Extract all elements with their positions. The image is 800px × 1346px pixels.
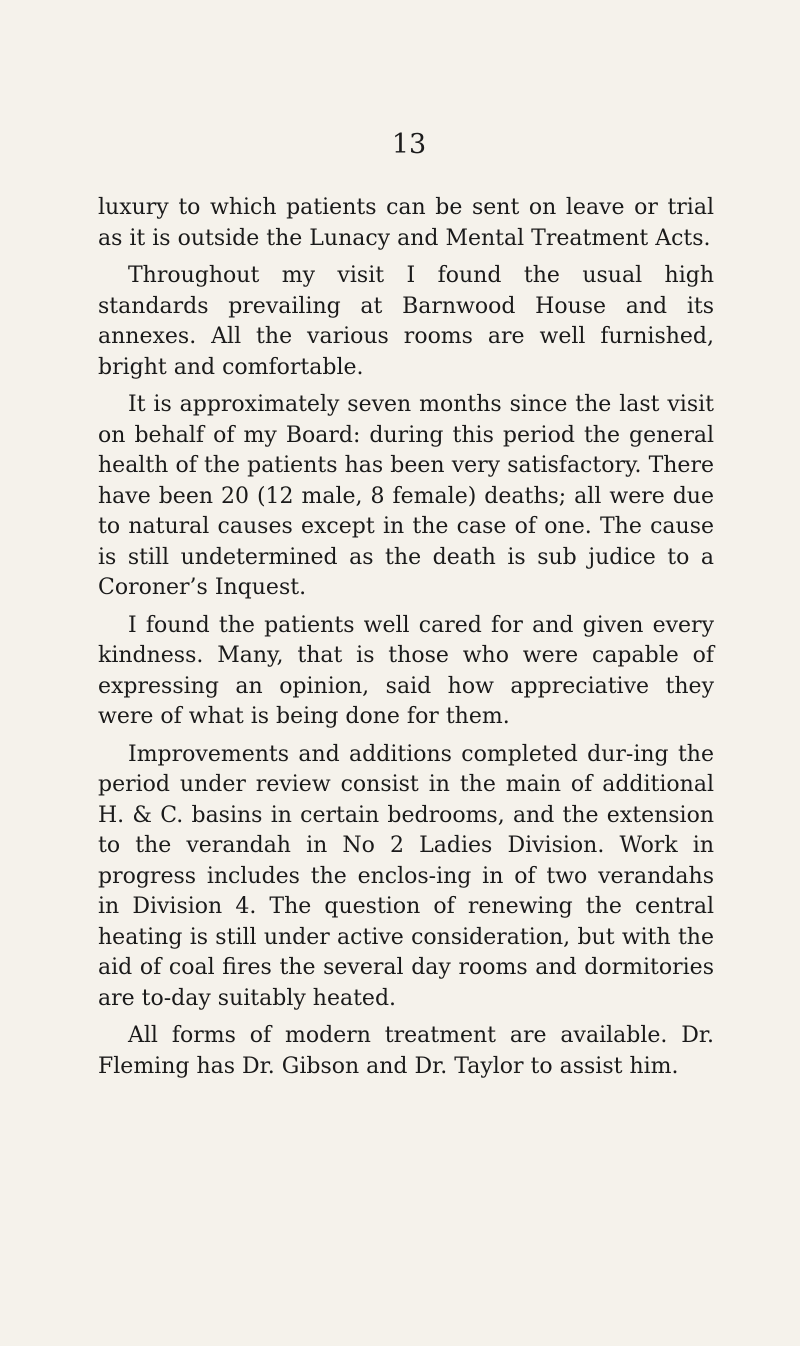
paragraph-treatment: All forms of modern treatment are available. Dr. Fleming has Dr. Gibson and Dr. Taylor to assist him. xyxy=(98,1023,714,1079)
page-number: 13 xyxy=(391,129,427,160)
paragraph-improvements: Improvements and additions completed dur-ing the period under review consist in the main of additional H. & C. basins in certain bedrooms, and the extension to the verandah in No 2 Ladies Division. Work in progress includes the enclos-ing in of two verandahs in Division 4. The question of renewing the central heating is still under active consideration, but with the aid of coal fires the several day rooms and dormitories are to-day suitably heated. xyxy=(98,741,714,1011)
paragraph-patient-care: I found the patients well cared for and given every kindness. Many, that is those who were capable of expressing an opinion, said how appreciative they were of what is being done for them. xyxy=(98,612,714,729)
paragraph-continuation: luxury to which patients can be sent on leave or trial as it is outside the Lunacy and Mental Treatment Acts. xyxy=(98,195,714,251)
paragraph-general-health: It is approximately seven months since the last visit on behalf of my Board: during this period the general health of the patients has been very satisfactory. There have been 20 (12 male, 8 female) deaths; all were due to natural causes except in the case of one. The cause is still undetermined as the death is sub judice to a Coroner’s Inquest. xyxy=(98,392,714,600)
paragraph-visit-standards: Throughout my visit I found the usual high standards prevailing at Barnwood House and its annexes. All the various rooms are well furnished, bright and comfortable. xyxy=(98,263,714,380)
body-text xyxy=(98,193,714,1082)
